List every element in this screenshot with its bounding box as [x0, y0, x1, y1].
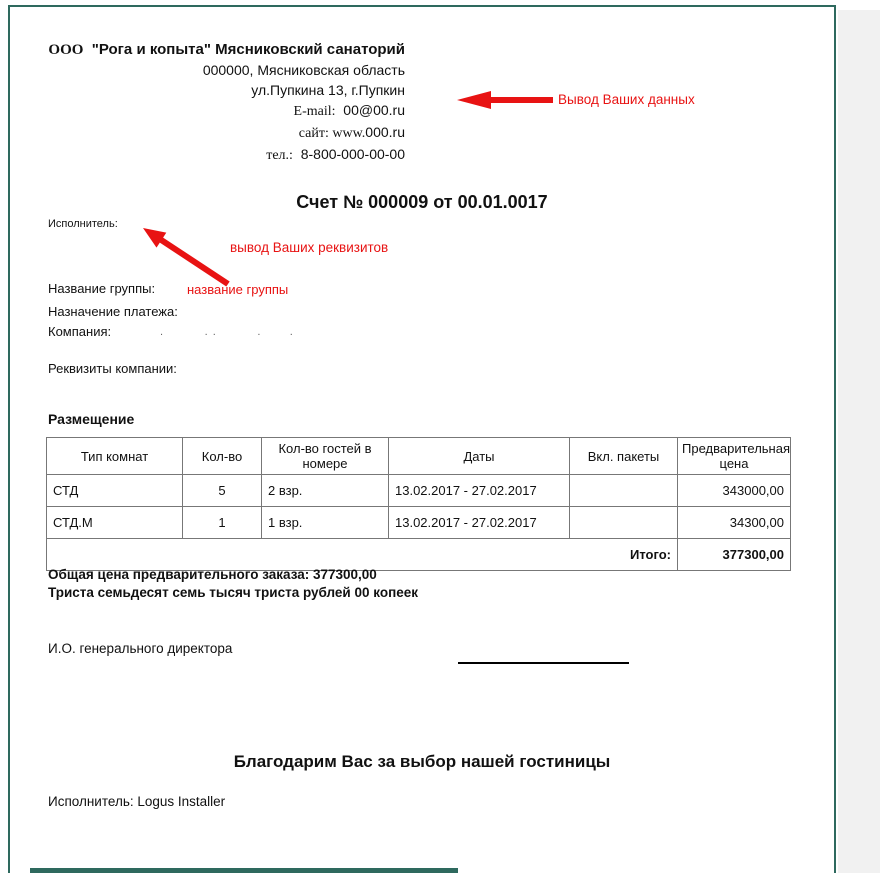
annotation-requisites: вывод Ваших реквизитов: [230, 240, 389, 255]
table-row: [47, 507, 791, 539]
company-site-line: [48, 122, 405, 144]
thanks-message: Благодарим Вас за выбор нашей гостиницы: [233, 752, 611, 771]
phone-value: 8-800-000-00-00: [300, 146, 405, 162]
col-header-dates: Даты: [389, 438, 570, 475]
company-name-line: [48, 40, 405, 60]
footer-executor: Исполнитель: Logus Installer: [48, 794, 226, 809]
col-header-quantity: Кол-во: [183, 438, 262, 475]
cell-dates: 13.02.2017 - 27.02.2017: [389, 507, 570, 539]
left-arrow-icon: [455, 88, 555, 112]
company-email-line: [48, 100, 405, 122]
annotation-group-name: название группы: [187, 282, 289, 297]
company-phone-line: [48, 144, 405, 166]
signature-line: [458, 644, 629, 664]
next-page-edge: [30, 868, 458, 873]
total-in-words: Триста семьдесят семь тысяч триста рублей 00 копеек: [48, 585, 419, 600]
table-header-row: [47, 438, 791, 475]
group-name-label: Название группы:: [48, 281, 156, 296]
col-header-price: Предварительная цена: [678, 438, 791, 475]
total-value: 377300,00: [678, 539, 791, 571]
director-title: И.О. генерального директора: [48, 641, 233, 656]
col-header-guests: Кол-во гостей в номере: [262, 438, 389, 475]
table-total-row: [47, 539, 791, 571]
email-value: 00@00.ru: [343, 102, 405, 118]
col-header-room-type: Тип комнат: [47, 438, 183, 475]
cell-price: 343000,00: [678, 475, 791, 507]
cell-quantity: 1: [183, 507, 262, 539]
cell-dates: 13.02.2017 - 27.02.2017: [389, 475, 570, 507]
col-header-packages: Вкл. пакеты: [570, 438, 678, 475]
org-title: Мясниковский санаторий: [215, 41, 405, 58]
phone-label: тел.:: [266, 148, 293, 163]
outside-background: [838, 10, 880, 873]
org-form: ООО: [48, 42, 84, 58]
total-price-line: Общая цена предварительного заказа: 377300,00: [48, 567, 377, 582]
table-row: [47, 475, 791, 507]
accommodation-table: [46, 437, 791, 571]
cell-packages: [570, 507, 678, 539]
diagonal-arrow-icon: [135, 222, 235, 290]
site-label: сайт: www.: [298, 126, 366, 141]
cell-quantity: 5: [183, 475, 262, 507]
site-value: 000.ru: [365, 124, 405, 140]
cell-price: 34300,00: [678, 507, 791, 539]
accommodation-section-title: Размещение: [48, 411, 135, 427]
executor-label: Исполнитель:: [48, 218, 118, 230]
company-label: Компания:: [48, 324, 112, 339]
total-label: Итого:: [47, 539, 678, 571]
org-quoted-name: "Рога и копыта": [91, 41, 211, 58]
company-address-line2: ул.Пупкина 13, г.Пупкин: [251, 82, 405, 98]
cell-guests: 2 взр.: [262, 475, 389, 507]
annotation-data-output: Вывод Ваших данных: [558, 92, 695, 107]
company-address-line1: 000000, Мясниковская область: [202, 62, 405, 78]
cell-packages: [570, 475, 678, 507]
email-label: E-mail:: [293, 104, 336, 119]
cell-guests: 1 взр.: [262, 507, 389, 539]
company-requisites-label: Реквизиты компании:: [48, 361, 177, 376]
cell-room-type: СТД.М: [47, 507, 183, 539]
company-redacted-value: . . . . .: [160, 326, 294, 338]
invoice-title: Счет № 000009 от 00.01.0017: [296, 192, 548, 212]
company-header: [48, 40, 405, 166]
cell-room-type: СТД: [47, 475, 183, 507]
payment-purpose-label: Назначение платежа:: [48, 304, 178, 319]
